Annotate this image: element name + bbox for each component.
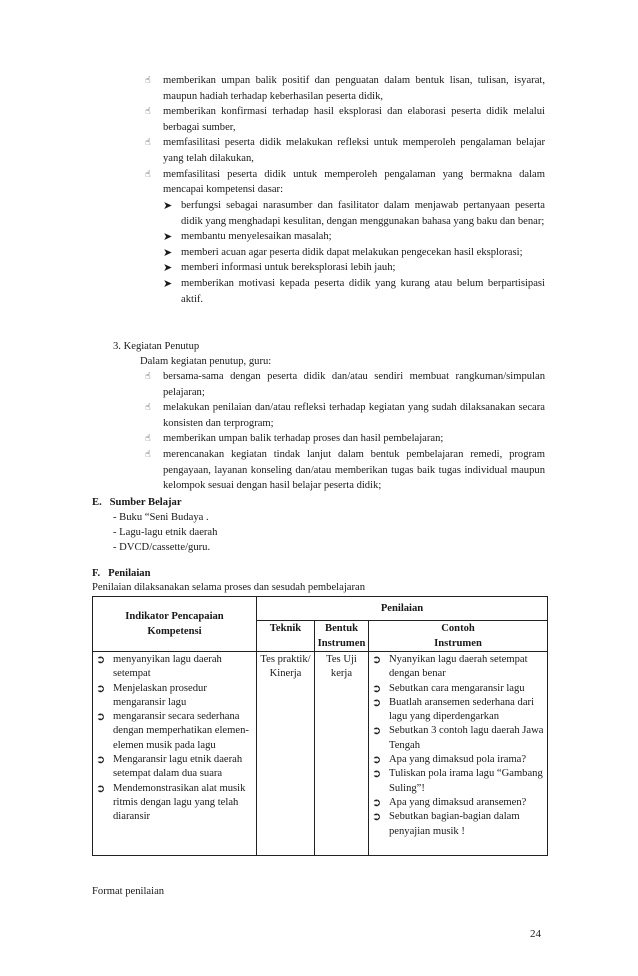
hand-pointer-icon: ☝ [145,448,151,460]
circled-arrow-icon: ➲ [372,753,382,767]
list-item: ➲ Apa yang dimaksud aransemen? [372,795,527,809]
header-bentuk: Bentuk Instrumen [315,621,369,652]
list-item: ☝ memfasilitasi peserta didik untuk memperoleh pengalaman yang bermakna dalam mencapai kompetensi dasar: [145,168,545,196]
sumber-item: - DVCD/cassette/guru. [113,542,211,553]
list-item: ➲ Sebutkan 3 contoh lagu daerah Jawa Tengah [372,724,544,751]
list-item: ➤ memberi acuan agar peserta didik dapat melakukan pengecekan hasil eksplorasi; [163,245,523,259]
list-item: ➤ memberikan motivasi kepada peserta didik yang kurang atau belum berpartisipasi aktif. [163,276,545,305]
header-teknik: Teknik [257,621,315,652]
arrowhead-icon: ➤ [163,276,173,290]
list-item: ➲ menyanyikan lagu daerah setempat [96,653,222,680]
list-item: ➲ Sebutkan cara mengaransir lagu [372,681,525,695]
list-item: ➲ Buatlah aransemen sederhana dari lagu yang diperdengarkan [372,695,535,723]
page-number: 24 [530,928,541,940]
list-item: ☝ memberikan umpan balik positif dan penguatan dalam bentuk lisan, tulisan, isyarat, maupun hadiah terhadap keberhasilan peserta didik, [145,75,545,102]
list-item: ➤ berfungsi sebagai narasumber dan fasilitator dalam menjawab pertanyaan peserta didik yang menghadapi kesulitan, dengan menggunakan bahasa yang baku dan benar; [163,199,545,227]
circled-arrow-icon: ➲ [96,653,106,666]
hand-pointer-icon: ☝ [145,433,151,445]
penutup-heading: 3. Kegiatan Penutup [113,341,200,352]
circled-arrow-icon: ➲ [372,795,382,809]
hand-pointer-icon: ☝ [145,137,151,149]
list-item: ➲ Tuliskan pola irama lagu “Gambang Suling”! [372,767,543,794]
circled-arrow-icon: ➲ [372,810,382,824]
list-item: ☝ bersama-sama dengan peserta didik dan/atau sendiri membuat rangkuman/simpulan pelajaran; [145,371,545,398]
penilaian-table [92,596,548,856]
list-item: ➲ Menjelaskan prosedur mengaransir lagu [96,681,207,708]
hand-pointer-icon: ☝ [145,75,151,86]
contoh-list [369,653,547,839]
circled-arrow-icon: ➲ [96,710,106,724]
list-item: ☝ memberikan umpan balik terhadap proses dan hasil pembelajaran; [163,431,545,447]
list-item: ➤ membantu menyelesaikan masalah; [163,230,332,244]
hand-pointer-icon: ☝ [145,168,151,180]
header-indikator: Indikator Pencapaian Kompetensi [93,597,257,652]
circled-arrow-icon: ➲ [372,724,382,738]
sumber-heading: E. Sumber Belajar [92,497,182,508]
circled-arrow-icon: ➲ [96,681,106,695]
indikator-list [93,653,256,825]
list-item: ➲ Sebutkan bagian-bagian dalam penyajian musik ! [372,810,520,837]
format-penilaian-label: Format penilaian [92,886,165,897]
circled-arrow-icon: ➲ [372,681,382,695]
penilaian-heading: F. Penilaian [92,568,151,579]
list-item: ➲ Mengaransir lagu etnik daerah setempat dalam dua suara [96,753,243,780]
penutup-list [145,369,545,494]
hand-pointer-icon: ☝ [145,106,151,118]
header-contoh: Contoh Instrumen [369,621,548,652]
sub-bullet-list [163,198,545,307]
hand-pointer-icon: ☝ [145,402,151,414]
header-penilaian: Penilaian [257,597,548,621]
sumber-item: - Lagu-lagu etnik daerah [113,527,218,538]
bentuk-cell: Tes Uji kerja [315,652,369,856]
circled-arrow-icon: ➲ [372,695,382,709]
sumber-item: - Buku “Seni Budaya . [113,512,209,523]
arrowhead-icon: ➤ [163,199,173,212]
contoh-cell [369,652,548,856]
arrowhead-icon: ➤ [163,230,173,244]
teknik-cell: Tes praktik/ Kinerja [257,652,315,856]
arrowhead-icon: ➤ [163,261,173,275]
list-item: ➲ Apa yang dimaksud pola irama? [372,753,527,767]
penilaian-intro: Penilaian dilaksanakan selama proses dan sesudah pembelajaran [92,582,365,593]
list-item: ➲ Mendemonstrasikan alat musik ritmis dengan lagu yang telah diaransir [96,781,246,823]
indikator-cell [93,652,257,856]
penutup-intro: Dalam kegiatan penutup, guru: [140,356,272,367]
circled-arrow-icon: ➲ [372,653,382,666]
kegiatan-inti-list [145,73,545,198]
arrowhead-icon: ➤ [163,245,173,259]
list-item: ☝ memfasilitasi peserta didik melakukan refleksi untuk memperoleh pengalaman belajar yang telah dilakukan, [145,137,545,164]
circled-arrow-icon: ➲ [96,781,106,795]
circled-arrow-icon: ➲ [372,767,382,781]
list-item: ☝ melakukan penilaian dan/atau refleksi terhadap kegiatan yang sudah dilaksanakan secara konsisten dan terprogram; [145,402,545,429]
list-item: ➤ memberi informasi untuk bereksplorasi lebih jauh; [163,261,396,275]
list-item: ☝ merencanakan kegiatan tindak lanjut dalam bentuk pembelajaran remedi, program pengayaan, layanan konseling dan/atau memberikan tugas baik tugas individual maupun kelompok sesuai dengan hasil belajar peserta didik; [145,448,545,492]
list-item: ➲ Nyanyikan lagu daerah setempat dengan benar [372,653,528,680]
list-item: ☝ memberikan konfirmasi terhadap hasil eksplorasi dan elaborasi peserta didik melalui berbagai sumber, [145,106,545,133]
hand-pointer-icon: ☝ [145,371,151,382]
circled-arrow-icon: ➲ [96,753,106,767]
list-item: ➲ mengaransir secara sederhana dengan memperhatikan elemen-elemen musik pada lagu [96,710,249,751]
